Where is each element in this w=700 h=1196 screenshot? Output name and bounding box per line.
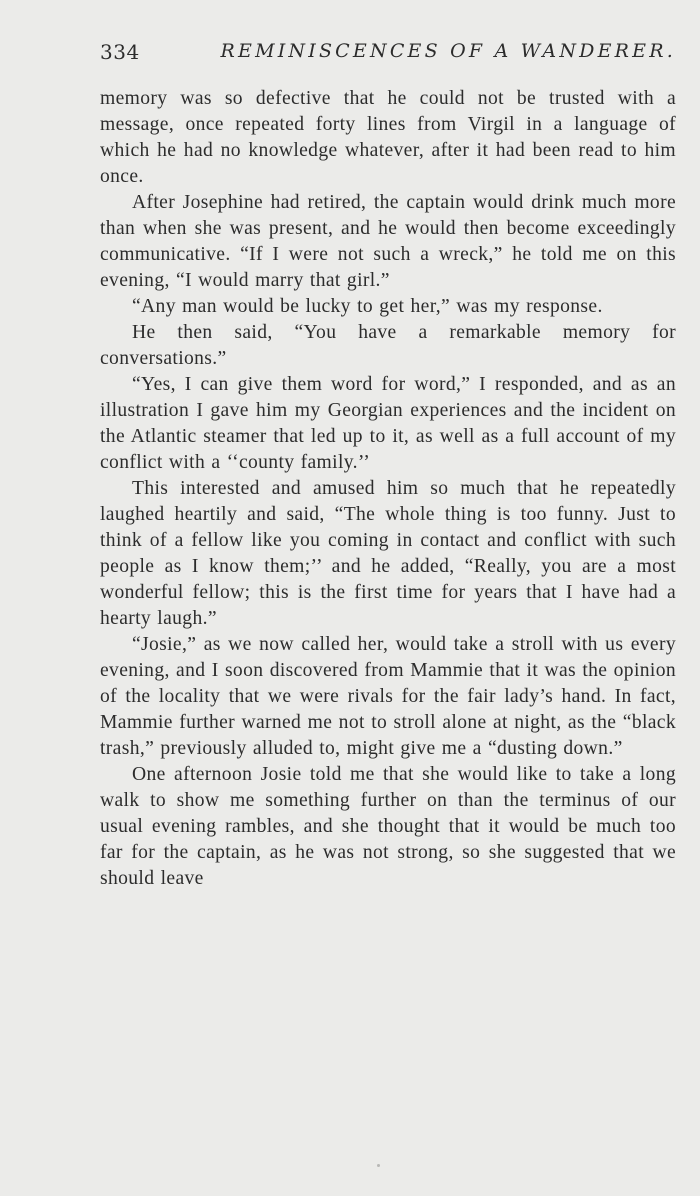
paragraph: “Any man would be lucky to get her,” was my response. <box>132 296 603 317</box>
page-number: 334 <box>100 40 140 64</box>
paragraph: “Josie,” as we now called her, would take a stroll with us every evening, and I soon discovered from Mammie that it was the opinion of the locality that we were rivals for the fair lady’s hand. In fact, Mammie further warned me not to stroll alone at night, as the “black trash,” previously alluded to, might give me a “dusting down.” <box>100 634 676 759</box>
paragraph: One afternoon Josie told me that she would like to take a long walk to show me something further on than the terminus of our usual evening rambles, and she thought that it would be much too far for the captain, as he was not strong, so she suggested that we should leave <box>100 764 676 889</box>
page-header <box>100 40 676 70</box>
paragraph: He then said, “You have a remarkable memory for conversations.” <box>100 322 676 369</box>
running-title: REMINISCENCES OF A WANDERER. <box>220 40 676 62</box>
paragraph: “Yes, I can give them word for word,” I responded, and as an illustration I gave him my Georgian experiences and the incident on the Atlantic steamer that led up to it, as well as a full account of my conflict with a ‘‘county family.’’ <box>100 374 676 473</box>
body-text <box>100 86 676 892</box>
paragraph: After Josephine had retired, the captain would drink much more than when she was present, and he would then become exceedingly communicative. “If I were not such a wreck,” he told me on this evening, “I would marry that girl.” <box>100 192 676 291</box>
paragraph: This interested and amused him so much that he repeatedly laughed heartily and said, “The whole thing is too funny. Just to think of a fellow like you coming in contact and conflict with such people as I know them;’’ and he added, “Really, you are a most wonderful fellow; this is the first time for years that I have had a hearty laugh.” <box>100 478 676 629</box>
paragraph: memory was so defective that he could not be trusted with a message, once repeated forty lines from Virgil in a language of which he had no knowledge whatever, after it had been read to him once. <box>100 88 676 187</box>
paper-speck <box>377 1164 380 1167</box>
